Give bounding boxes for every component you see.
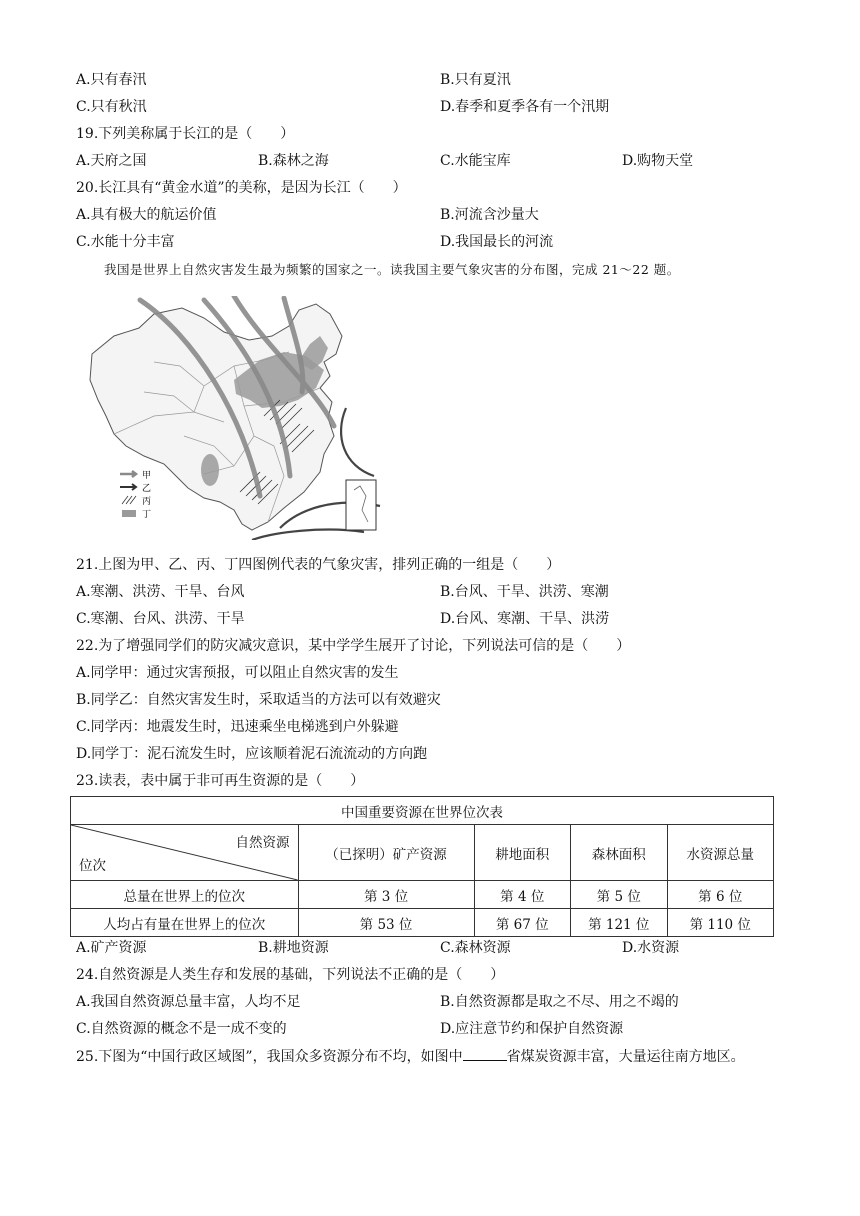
header-mineral: （已探明）矿产资源 bbox=[298, 825, 474, 881]
q18-option-a: A.只有春汛 bbox=[76, 72, 147, 88]
q22-option-c: C.同学丙：地震发生时，迅速乘坐电梯逃到户外躲避 bbox=[76, 719, 399, 735]
q19-stem: 19.下列美称属于长江的是（ ） bbox=[76, 126, 295, 142]
corner-bottom-label: 位次 bbox=[79, 858, 106, 874]
q22-option-b: B.同学乙：自然灾害发生时，采取适当的方法可以有效避灾 bbox=[76, 692, 441, 708]
table-cell: 第 3 位 bbox=[298, 881, 474, 909]
legend-bing: 丙 bbox=[142, 496, 152, 506]
q20-stem: 20.长江具有“黄金水道”的美称，是因为长江（ ） bbox=[76, 180, 407, 196]
q18-option-c: C.只有秋汛 bbox=[76, 99, 147, 115]
table-cell: 第 53 位 bbox=[298, 909, 474, 937]
header-farmland: 耕地面积 bbox=[474, 825, 570, 881]
q21-option-c: C.寒潮、台风、洪涝、干旱 bbox=[76, 611, 245, 627]
q19-option-c: C.水能宝库 bbox=[440, 153, 511, 169]
q21-stem: 21.上图为甲、乙、丙、丁四图例代表的气象灾害，排列正确的一组是（ ） bbox=[76, 557, 561, 573]
q21-option-b: B.台风、干旱、洪涝、寒潮 bbox=[440, 584, 609, 600]
q23-option-d: D.水资源 bbox=[622, 940, 680, 956]
table-row bbox=[71, 909, 774, 937]
table-row bbox=[71, 881, 774, 909]
legend-yi: 乙 bbox=[142, 483, 152, 493]
q24-option-a: A.我国自然资源总量丰富，人均不足 bbox=[76, 994, 301, 1010]
disaster-map-figure bbox=[84, 296, 384, 540]
table-cell: 第 67 位 bbox=[474, 909, 570, 937]
resource-rank-table bbox=[70, 796, 774, 937]
table-corner-cell bbox=[71, 825, 299, 881]
q21-option-d: D.台风、寒潮、干旱、洪涝 bbox=[440, 611, 610, 627]
row-label: 总量在世界上的位次 bbox=[71, 881, 299, 909]
header-forest: 森林面积 bbox=[570, 825, 667, 881]
q18-option-d: D.春季和夏季各有一个汛期 bbox=[440, 99, 610, 115]
q23-stem: 23.读表，表中属于非可再生资源的是（ ） bbox=[76, 773, 365, 789]
q20-option-d: D.我国最长的河流 bbox=[440, 234, 554, 250]
table-cell: 第 110 位 bbox=[667, 909, 774, 937]
table-cell: 第 4 位 bbox=[474, 881, 570, 909]
legend-ding: 丁 bbox=[142, 509, 152, 519]
table-cell: 第 5 位 bbox=[570, 881, 667, 909]
q20-option-a: A.具有极大的航运价值 bbox=[76, 207, 217, 223]
q20-option-c: C.水能十分丰富 bbox=[76, 234, 175, 250]
q24-option-b: B.自然资源都是取之不尽、用之不竭的 bbox=[440, 994, 679, 1010]
q24-option-c: C.自然资源的概念不是一成不变的 bbox=[76, 1021, 287, 1037]
q24-stem: 24.自然资源是人类生存和发展的基础，下列说法不正确的是（ ） bbox=[76, 967, 505, 983]
q18-option-b: B.只有夏汛 bbox=[440, 72, 511, 88]
q23-option-a: A.矿产资源 bbox=[76, 940, 147, 956]
q25-answer-blank[interactable] bbox=[463, 1046, 507, 1061]
table-cell: 第 6 位 bbox=[667, 881, 774, 909]
q22-option-d: D.同学丁：泥石流发生时，应该顺着泥石流流动的方向跑 bbox=[76, 746, 428, 762]
q23-option-c: C.森林资源 bbox=[440, 940, 511, 956]
table-title: 中国重要资源在世界位次表 bbox=[71, 797, 774, 825]
q19-option-b: B.森林之海 bbox=[258, 153, 329, 169]
q20-option-b: B.河流含沙量大 bbox=[440, 207, 539, 223]
table-cell: 第 121 位 bbox=[570, 909, 667, 937]
legend-jia: 甲 bbox=[142, 470, 152, 480]
corner-top-label: 自然资源 bbox=[235, 835, 290, 851]
q23-option-b: B.耕地资源 bbox=[258, 940, 329, 956]
q22-option-a: A.同学甲：通过灾害预报，可以阻止自然灾害的发生 bbox=[76, 665, 399, 681]
q25-stem-before: 25.下图为“中国行政区域图”，我国众多资源分布不均，如图中 bbox=[76, 1049, 463, 1065]
shade-southwest bbox=[201, 454, 219, 486]
q19-option-a: A.天府之国 bbox=[76, 153, 147, 169]
intro-21-22: 我国是世界上自然灾害发生最为频繁的国家之一。读我国主要气象灾害的分布图，完成 21～22 题。 bbox=[104, 262, 680, 277]
q22-stem: 22.为了增强同学们的防灾减灾意识，某中学学生展开了讨论，下列说法可信的是（ ） bbox=[76, 638, 631, 654]
q25-stem-after: 省煤炭资源丰富，大量运往南方地区。 bbox=[506, 1049, 745, 1065]
q19-option-d: D.购物天堂 bbox=[622, 153, 694, 169]
header-water: 水资源总量 bbox=[667, 825, 774, 881]
q24-option-d: D.应注意节约和保护自然资源 bbox=[440, 1021, 624, 1037]
q25-stem bbox=[76, 1046, 745, 1067]
row-label: 人均占有量在世界上的位次 bbox=[71, 909, 299, 937]
q21-option-a: A.寒潮、洪涝、干旱、台风 bbox=[76, 584, 245, 600]
